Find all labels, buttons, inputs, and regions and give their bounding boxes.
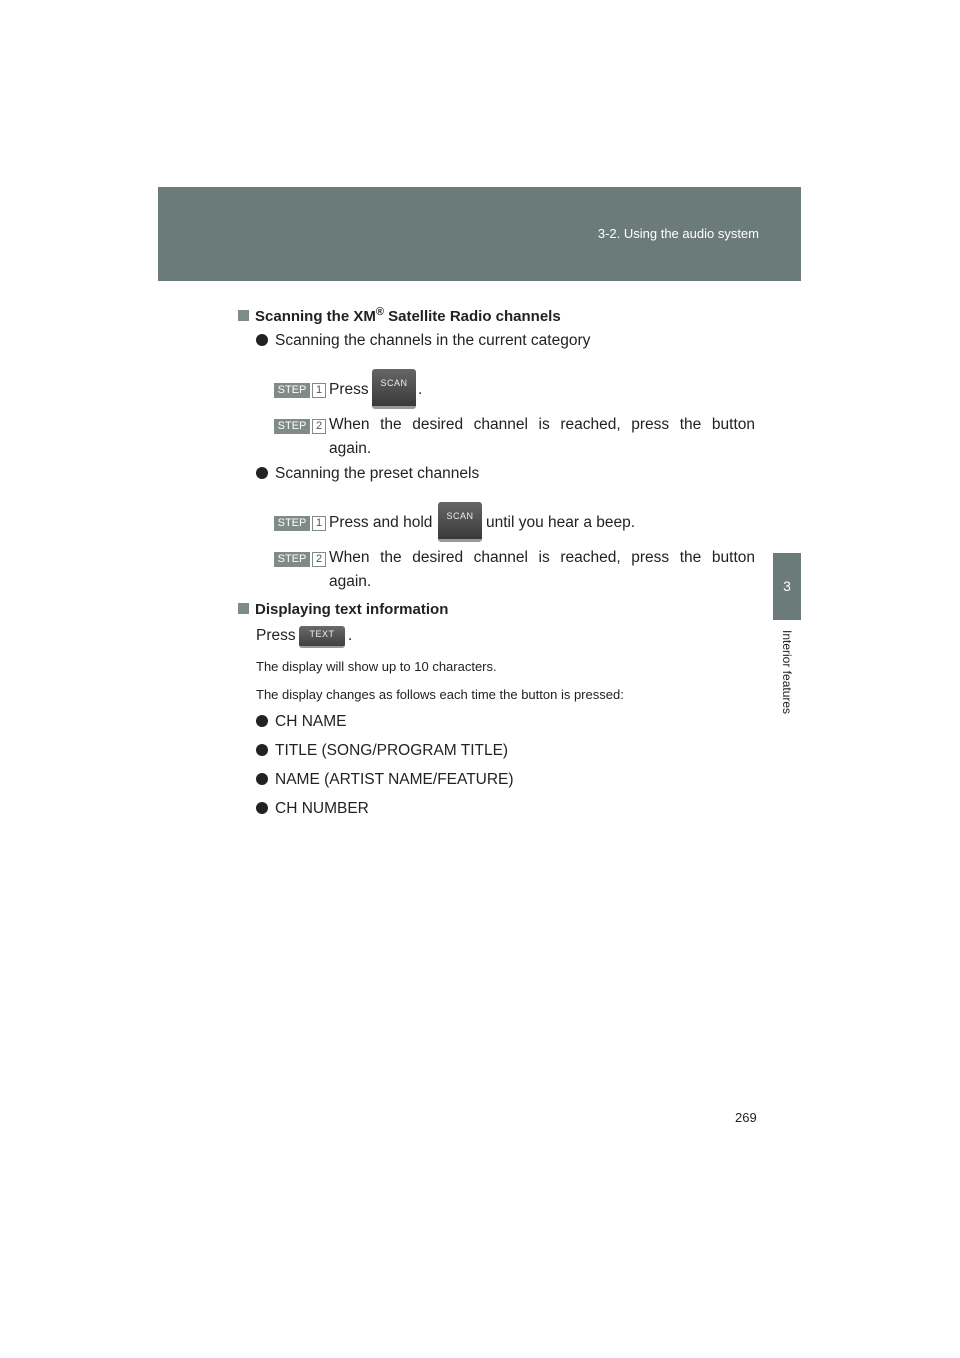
page-number: 269 xyxy=(735,1110,757,1125)
step-number: 1 xyxy=(312,516,326,531)
header-band xyxy=(158,187,801,281)
step-1-badge xyxy=(274,516,326,531)
text-press-pre: Press xyxy=(256,627,296,644)
step-1-badge xyxy=(274,383,326,398)
note-display-changes: The display changes as follows each time the button is pressed: xyxy=(256,687,624,702)
preset-bullet xyxy=(256,465,479,483)
bullet-dot-icon xyxy=(256,334,268,346)
step-number: 1 xyxy=(312,383,326,398)
step-number: 2 xyxy=(312,552,326,567)
list-item-text: CH NAME xyxy=(275,713,347,730)
bullet-dot-icon xyxy=(256,715,268,727)
category-step-1-post: . xyxy=(418,381,423,398)
step-label: STEP xyxy=(274,552,310,567)
chapter-label xyxy=(772,630,802,735)
list-item-text: NAME (ARTIST NAME/FEATURE) xyxy=(275,771,514,788)
preset-step-1-pre: Press and hold xyxy=(329,514,433,531)
square-bullet-icon xyxy=(238,603,249,614)
scan-heading-prefix: Scanning the XM xyxy=(255,308,376,325)
text-info-heading xyxy=(238,601,448,618)
category-step-2-line2: again. xyxy=(329,440,372,457)
list-item xyxy=(256,771,514,789)
scan-button-label: SCAN xyxy=(380,378,408,388)
step-2-badge xyxy=(274,552,326,567)
text-button-label: TEXT xyxy=(309,629,335,639)
scan-button-label: SCAN xyxy=(446,511,474,521)
chapter-tab: 3 xyxy=(773,553,801,620)
scan-heading-suffix: Satellite Radio channels xyxy=(383,308,561,325)
preset-step-2-line1: When the desired channel is reached, press the button xyxy=(329,549,755,566)
square-bullet-icon xyxy=(238,310,249,321)
text-press-post: . xyxy=(348,627,353,644)
category-step-1-text xyxy=(329,381,369,399)
text-info-heading-text: Displaying text information xyxy=(255,601,449,618)
section-title: 3-2. Using the audio system xyxy=(597,226,759,241)
step-label: STEP xyxy=(274,383,310,398)
preset-bullet-text: Scanning the preset channels xyxy=(275,465,480,482)
bullet-dot-icon xyxy=(256,773,268,785)
scan-heading xyxy=(238,306,561,325)
step-label: STEP xyxy=(274,419,310,434)
step-text-pre: Press xyxy=(329,381,369,398)
category-step-2-line1: When the desired channel is reached, press the button xyxy=(329,416,755,433)
scan-button-icon xyxy=(372,369,416,409)
bullet-dot-icon xyxy=(256,802,268,814)
list-item xyxy=(256,742,508,760)
preset-step-2-line2: again. xyxy=(329,573,372,590)
text-button-icon xyxy=(299,626,345,648)
list-item xyxy=(256,800,369,818)
step-2-badge xyxy=(274,419,326,434)
note-characters: The display will show up to 10 characters. xyxy=(256,659,497,674)
list-item-text: CH NUMBER xyxy=(275,800,369,817)
step-label: STEP xyxy=(274,516,310,531)
bullet-dot-icon xyxy=(256,744,268,756)
preset-step-1-post: until you hear a beep. xyxy=(486,514,636,531)
category-bullet-text: Scanning the channels in the current category xyxy=(275,332,591,349)
registered-mark: ® xyxy=(375,306,384,318)
list-item-text: TITLE (SONG/PROGRAM TITLE) xyxy=(275,742,509,759)
scan-button-icon xyxy=(438,502,482,542)
category-bullet xyxy=(256,332,590,350)
step-number: 2 xyxy=(312,419,326,434)
bullet-dot-icon xyxy=(256,467,268,479)
chapter-label-text: Interior features xyxy=(780,630,794,715)
list-item xyxy=(256,713,346,731)
